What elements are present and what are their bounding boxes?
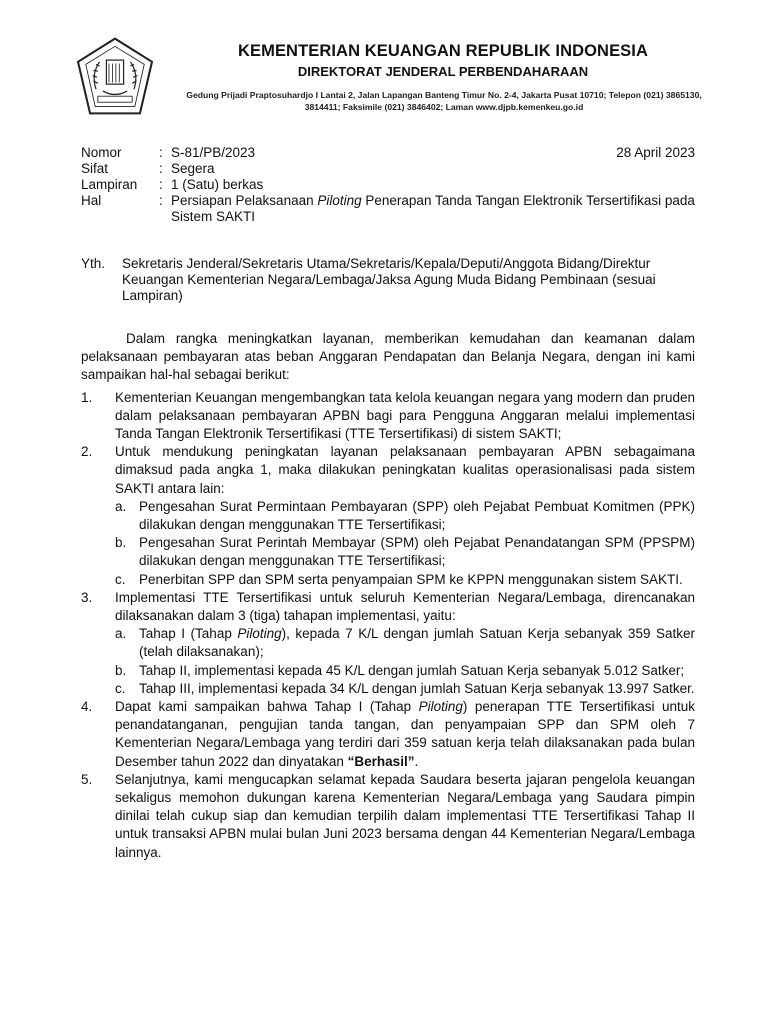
item-text: Selanjutnya, kami mengucapkan selamat kepada Saudara beserta jajaran pengelola keuangan sekaligus memohon dukungan karena Kementerian Negara/Lembaga yang Saudara pimpin dinilai telah cukup siap dan kemudian terpilih dalam implementasi TTE Tersertifikasi Tahap II untuk transaksi APBN mulai bulan Juni 2023 bersama dengan 44 Kementerian Negara/Lembaga lainnya. [115,771,695,860]
subject-value [171,193,695,225]
addressee-value: Sekretaris Jenderal/Sekretaris Utama/Sekretaris/Kepala/Deputi/Anggota Bidang/Direktur Keuangan Kementerian Negara/Lembaga/Jaksa Agung Muda Bidang Pembinaan (sesuai Lampiran) [122,256,656,303]
list-item [81,389,695,444]
meta-row-nomor [81,145,695,161]
sub-letter: a. [115,498,127,514]
meta-colon: : [159,161,163,176]
sub-text-italic: Piloting [237,626,282,642]
letter-date: 28 April 2023 [616,145,695,160]
sub-item [115,571,695,589]
addressee [81,256,689,304]
letter-body [81,330,695,862]
subject-pre: Persiapan Pelaksanaan [171,193,318,208]
item-text: Kementerian Keuangan mengembangkan tata kelola keuangan negara yang modern dan pruden dalam pelaksanaan pembayaran APBN bagi para Pengguna Anggaran melalui implementasi Tanda Tangan Elektronik Tersertifikasi (TTE Tersertifikasi) di sistem SAKTI; [115,389,695,442]
item-text-mid: ) penerapan TTE Tersertifikasi untuk penandatanganan, pengujian tanda tangan, dan penyampaian SPP dan SPM oleh 7 Kementerian Negara/Lembaga yang terdiri dari 359 satuan kerja telah dilaksanakan pada bulan Desember tahun 2022 dan dinyatakan [115,699,696,769]
item-text-italic: Piloting [418,699,463,715]
addressee-label: Yth. [81,256,106,271]
sub-letter: b. [115,535,127,551]
meta-row-lampiran [81,177,695,193]
subject-italic: Piloting [317,193,362,208]
sub-text: Pengesahan Surat Perintah Membayar (SPM) oleh Pejabat Penandatangan SPM (PPSPM) dilakukan dengan menggunakan TTE Tersertifikasi; [139,535,695,569]
meta-key: Hal [81,193,102,208]
item-text-post: . [414,753,419,769]
item-text: Implementasi TTE Tersertifikasi untuk seluruh Kementerian Negara/Lembaga, direncanakan dilaksanakan dalam 3 (tiga) tahapan implementasi, yaitu: [115,589,695,624]
item-number: 2. [81,444,93,460]
sub-letter: c. [115,571,126,587]
kemenkeu-emblem-icon [72,36,158,122]
sub-letter: b. [115,662,127,678]
numbered-list [81,389,695,862]
meta-row-sifat [81,161,695,177]
item-text: Untuk mendukung peningkatan layanan pelaksanaan pembayaran APBN sebagaimana dimaksud pada angka 1, maka dilakukan peningkatan kualitas operasionalisasi pada sistem SAKTI antara lain: [115,444,695,496]
meta-row-hal [81,193,695,225]
letter-meta [81,145,695,225]
directorate-name: DIREKTORAT JENDERAL PERBENDAHARAAN [297,64,589,79]
meta-key: Nomor [81,145,122,160]
meta-colon: : [159,177,163,192]
sub-text: Pengesahan Surat Permintaan Pembayaran (SPP) oleh Pejabat Pembuat Komitmen (PPK) dilakukan dengan menggunakan TTE Tersertifikasi; [139,498,695,533]
sub-text [139,625,695,661]
list-item [81,589,695,698]
ministry-name: KEMENTERIAN KEUANGAN REPUBLIK INDONESIA [237,42,648,60]
sub-text: Tahap II, implementasi kepada 45 K/L dengan jumlah Satuan Kerja sebanyak 5.012 Satker; [139,662,685,678]
list-item [81,698,695,771]
sub-item [115,662,695,680]
subject-post: Penerapan Tanda Tangan Elektronik Tersertifikasi pada Sistem SAKTI [171,193,695,224]
sub-item [115,625,695,661]
item-number: 5. [81,771,93,787]
item-number: 1. [81,389,93,405]
sub-item [115,680,695,698]
list-item [81,771,695,862]
item-content [115,589,695,698]
meta-colon: : [159,193,163,208]
meta-value: S-81/PB/2023 [171,145,256,160]
item-number: 4. [81,699,93,715]
list-item [81,443,695,589]
item-text-bold: “Berhasil” [347,753,415,769]
sub-text: Tahap III, implementasi kepada 34 K/L dengan jumlah Satuan Kerja sebanyak 13.997 Satker. [139,680,695,696]
address-line-1: Gedung Prijadi Praptosuhardjo I Lantai 2, Jalan Lapangan Banteng Timur No. 2-4, Jakarta Pusat 10710; Telepon (021) 3865130, [186,90,702,100]
item-number: 3. [81,589,93,605]
item-content [115,443,695,589]
item-text-pre: Dapat kami sampaikan bahwa Tahap I (Tahap [115,699,419,715]
sub-letter: c. [115,680,126,696]
sub-letter: a. [115,626,127,642]
meta-key: Lampiran [81,177,138,192]
meta-colon: : [159,145,163,160]
sub-text-post: ), kepada 7 K/L dengan jumlah Satuan Kerja sebanyak 359 Satker (telah dilaksanakan); [139,626,695,660]
sub-text-pre: Tahap I (Tahap [139,626,238,642]
letterhead-address [162,89,726,113]
item-text [115,698,695,771]
sub-item [115,534,695,570]
sub-item [115,498,695,534]
meta-value: 1 (Satu) berkas [171,177,264,192]
meta-key: Sifat [81,161,109,176]
meta-value: Segera [171,161,215,176]
sub-text: Penerbitan SPP dan SPM serta penyampaian SPM ke KPPN menggunakan sistem SAKTI. [139,571,683,587]
address-line-2: 3814411; Faksimile (021) 3846402; Laman www.djpb.kemenkeu.go.id [304,102,584,112]
intro-paragraph: Dalam rangka meningkatkan layanan, memberikan kemudahan dan keamanan dalam pelaksanaan pembayaran atas beban Anggaran Pendapatan dan Belanja Negara, dengan ini kami sampaikan hal-hal sebagai berikut: [81,331,695,383]
